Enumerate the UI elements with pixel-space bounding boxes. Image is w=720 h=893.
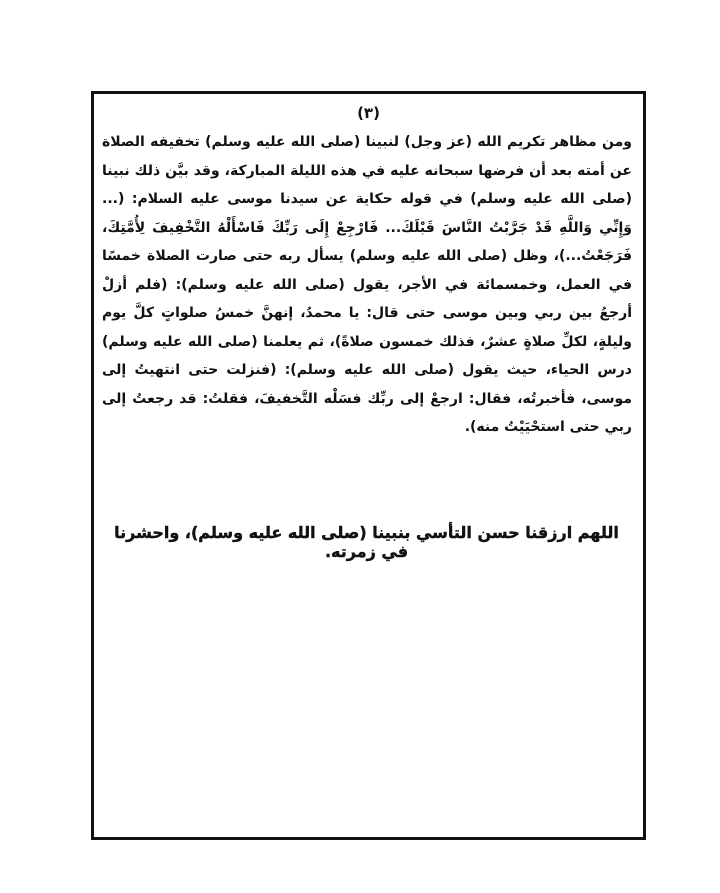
body-paragraph: ومن مظاهر تكريم الله (عز وجل) لنبينا (صلى الله عليه وسلم) تخفيفه الصلاة عن أمته بعد أن فرضها سبحانه عليه في هذه الليلة المباركة، وقد بيَّن ذلك نبينا (صلى الله عليه وسلم) في قوله حكاية عن سيدنا موسى عليه السلام: (... وَإِنِّي وَاللَّهِ قَدْ جَرَّبْتُ النَّاسَ قَبْلَكَ... فَارْجِعْ إِلَى رَبِّكَ فَاسْأَلْهُ التَّخْفِيفَ لِأُمَّتِكَ، فَرَجَعْتُ...)، وظل (صلى الله عليه وسلم) يسأل ربه حتى صارت الصلاة خمسًا في العمل، وخمسمائة في الأجر، يقول (صلى الله عليه وسلم): (فلم أزلْ أرجعُ بين ربي وبين موسى حتى قال: يا محمدُ، إنهنَّ خمسُ صلواتٍ كلَّ يوم وليلةٍ، لكلِّ صلاةٍ عشرٌ، فذلك خمسون صلاةً)، ثم يعلمنا (صلى الله عليه وسلم) درس الحياء، حيث يقول (صلى الله عليه وسلم): (فنزلت حتى انتهيتُ إلى موسى، فأخبرتُه، فقال: ارجعْ إلى ربِّك فسَلْه التَّخفيفَ، فقلتُ: قد رجعتُ إلى ربي حتى استحْيَيْتُ منه).: [102, 134, 632, 435]
page-number: (٣): [357, 104, 380, 122]
closing-prayer: اللهم ارزقنا حسن التأسي بنبينا (صلى الله عليه وسلم)، واحشرنا في زمرته.: [114, 523, 619, 561]
page-frame: [91, 91, 646, 840]
